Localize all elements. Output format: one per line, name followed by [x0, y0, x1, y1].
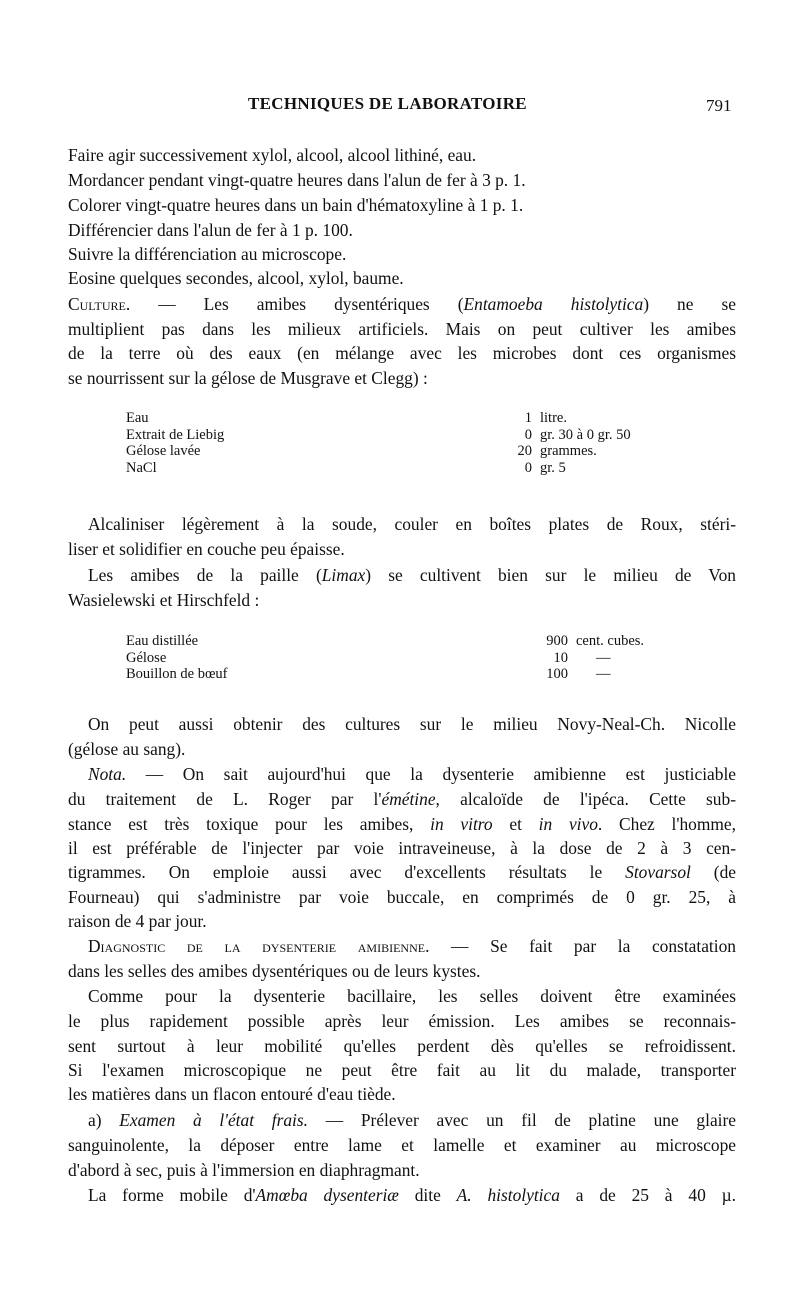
ingredient-name: Eau distillée — [126, 633, 202, 650]
body-line: On peut aussi obtenir des cultures sur le milieu Novy-Neal-Ch. Nicolle — [88, 714, 736, 734]
body-line: liser et solidifier en couche peu épaisse. — [68, 539, 345, 559]
diagnostic-heading: Diagnostic de la dysenterie amibienne. — [88, 936, 430, 956]
ingredient-name: Gélose lavée — [126, 443, 204, 460]
diagnostic-line: Diagnostic de la dysenterie amibienne. — Se fait par la constatation — [88, 936, 736, 956]
body-line: d'abord à sec, puis à l'immersion en diaphragmant. — [68, 1160, 420, 1180]
table-row — [126, 650, 686, 667]
body-line: le plus rapidement possible après leur émission. Les amibes se reconnais- — [68, 1011, 736, 1031]
ingredient-unit: — — [596, 666, 611, 682]
ingredient-name: Extrait de Liebig — [126, 427, 228, 444]
culture-paragraph-line: se nourrissent sur la gélose de Musgrave et Clegg) : — [68, 368, 428, 388]
instruction-line: Eosine quelques secondes, alcool, xylol, baume. — [68, 268, 404, 288]
body-line: Les amibes de la paille (Limax) se cultivent bien sur le milieu de Von — [88, 565, 736, 585]
ingredient-value: 900 — [530, 633, 568, 650]
culture-heading: Culture. — [68, 294, 131, 314]
ingredient-name: NaCl — [126, 460, 161, 477]
culture-paragraph-line: multiplient pas dans les milieux artificiels. Mais on peut cultiver les amibes — [68, 319, 736, 339]
body-line: les matières dans un flacon entouré d'eau tiède. — [68, 1084, 396, 1104]
table-row — [126, 666, 686, 683]
ingredient-value: 100 — [530, 666, 568, 683]
body-line: Alcaliniser légèrement à la soude, couler en boîtes plates de Roux, stéri- — [88, 514, 736, 534]
medium-table-musgrave — [126, 410, 686, 476]
instruction-line: Colorer vingt-quatre heures dans un bain d'hématoxyline à 1 p. 1. — [68, 195, 524, 215]
ingredient-unit: — — [596, 649, 611, 666]
body-line: La forme mobile d'Amœba dysenteriæ dite A. histolytica a de 25 à 40 µ. — [88, 1185, 736, 1205]
body-line: a) Examen à l'état frais. — Prélever avec un fil de platine une glaire — [88, 1110, 736, 1130]
body-line: Si l'examen microscopique ne peut être fait au lit du malade, transporter — [68, 1060, 736, 1080]
instruction-line: Mordancer pendant vingt-quatre heures dans l'alun de fer à 3 p. 1. — [68, 170, 526, 190]
diagnostic-line: dans les selles des amibes dysentériques ou de leurs kystes. — [68, 961, 481, 981]
table-row — [126, 410, 686, 427]
ingredient-name: Bouillon de bœuf — [126, 666, 232, 683]
ingredient-value: 10 — [530, 650, 568, 667]
nota-label: Nota. — [88, 764, 127, 784]
body-line: sanguinolente, la déposer entre lame et lamelle et examiner au microscope — [68, 1135, 736, 1155]
table-row — [126, 633, 686, 650]
nota-line: Fourneau) qui s'administre par voie buccale, en comprimés de 0 gr. 25, à — [68, 887, 736, 907]
nota-line: il est préférable de l'injecter par voie intraveineuse, à la dose de 2 à 3 cen- — [68, 838, 736, 858]
nota-line: du traitement de L. Roger par l'émétine, alcaloïde de l'ipéca. Cette sub- — [68, 789, 736, 809]
nota-line: raison de 4 par jour. — [68, 911, 207, 931]
ingredient-value: 20 — [504, 443, 532, 460]
ingredient-unit: litre. — [540, 410, 567, 426]
ingredient-unit: cent. cubes. — [576, 633, 645, 649]
page-header — [0, 94, 800, 122]
nota-line: stance est très toxique pour les amibes, in vitro et in vivo. Chez l'homme, — [68, 814, 736, 834]
ingredient-value: 0 — [504, 460, 532, 477]
ingredient-unit: gr. 30 à 0 gr. 50 — [540, 426, 631, 443]
nota-line: tigrammes. On emploie aussi avec d'excellents résultats le Stovarsol (de — [68, 862, 736, 882]
table-row — [126, 443, 686, 460]
ingredient-value: 1 — [504, 410, 532, 427]
culture-paragraph-line: Culture. — Les amibes dysentériques (Entamoeba histolytica) ne se — [68, 294, 736, 314]
culture-paragraph-line: de la terre où des eaux (en mélange avec les microbes dont ces organismes — [68, 343, 736, 363]
body-line: Wasielewski et Hirschfeld : — [68, 590, 260, 610]
body-line: sent surtout à leur mobilité qu'elles perdent dès qu'elles se refroidissent. — [68, 1036, 736, 1056]
instruction-line: Faire agir successivement xylol, alcool, alcool lithiné, eau. — [68, 145, 477, 165]
body-line: (gélose au sang). — [68, 739, 186, 759]
instruction-line: Différencier dans l'alun de fer à 1 p. 100. — [68, 220, 353, 240]
running-title: TECHNIQUES DE LABORATOIRE — [248, 94, 527, 113]
table-row — [126, 427, 686, 444]
ingredient-value: 0 — [504, 427, 532, 444]
page-number: 791 — [706, 96, 732, 115]
ingredient-unit: gr. 5 — [540, 459, 566, 476]
ingredient-unit: grammes. — [540, 443, 597, 459]
table-row — [126, 460, 686, 477]
body-line: Comme pour la dysenterie bacillaire, les selles doivent être examinées — [88, 986, 736, 1006]
ingredient-name: Gélose — [126, 650, 170, 667]
instruction-line: Suivre la différenciation au microscope. — [68, 244, 347, 264]
medium-table-wasielewski — [126, 633, 686, 683]
ingredient-name: Eau — [126, 410, 153, 427]
nota-line: Nota. — On sait aujourd'hui que la dysenterie amibienne est justiciable — [88, 764, 736, 784]
